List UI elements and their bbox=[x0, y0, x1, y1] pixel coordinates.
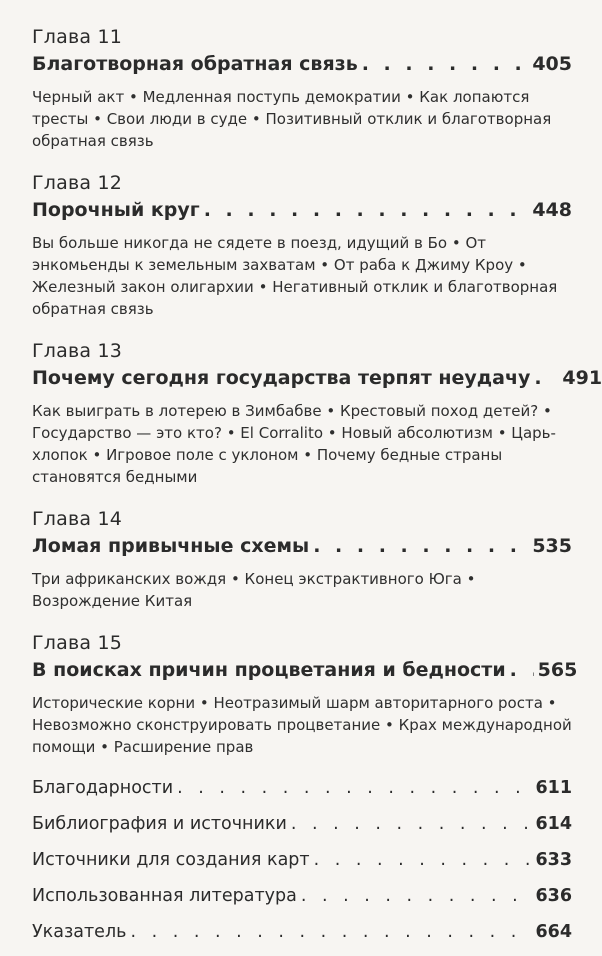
page-number: 614 bbox=[535, 814, 572, 834]
entry-title: Использованная литература bbox=[32, 886, 297, 906]
chapter-title: В поисках причин процветания и бедности bbox=[32, 659, 506, 681]
dot-leader bbox=[510, 656, 534, 684]
page-number: 565 bbox=[537, 659, 578, 681]
chapter-topics: Черный акт • Медленная поступь демократии • Как лопаются тресты • Свои люди в суде • Позитивный отклик и благотворная обратная связь bbox=[32, 88, 552, 150]
back-matter-list bbox=[32, 776, 572, 944]
page-number: 491 bbox=[562, 367, 602, 389]
entry-title: Библиография и источники bbox=[32, 814, 287, 834]
chapter-topics: Исторические корни • Неотразимый шарм авторитарного роста • Невозможно сконструировать процветание • Крах международной помощи • Расширение прав bbox=[32, 694, 572, 756]
chapter-label: Глава 11 bbox=[32, 26, 123, 48]
chapter-title-row[interactable] bbox=[32, 656, 578, 684]
dot-leader bbox=[314, 848, 532, 872]
entry-title: Источники для создания карт bbox=[32, 850, 310, 870]
dot-leader bbox=[291, 812, 532, 836]
chapter-13 bbox=[32, 338, 602, 488]
dot-leader bbox=[301, 884, 532, 908]
dot-leader bbox=[204, 196, 529, 224]
chapter-label: Глава 14 bbox=[32, 508, 123, 530]
chapter-label: Глава 13 bbox=[32, 340, 123, 362]
table-of-contents bbox=[32, 24, 602, 956]
dot-leader bbox=[362, 50, 529, 78]
entry-title: Благодарности bbox=[32, 778, 174, 798]
dot-leader bbox=[130, 920, 531, 944]
page-number: 633 bbox=[535, 850, 572, 870]
chapter-12 bbox=[32, 170, 572, 320]
page-number: 405 bbox=[532, 53, 572, 75]
toc-entry-map-sources[interactable] bbox=[32, 848, 572, 872]
toc-entry-index[interactable] bbox=[32, 920, 572, 944]
chapter-14 bbox=[32, 506, 572, 612]
toc-entry-bibliography[interactable] bbox=[32, 812, 572, 836]
chapter-title-row[interactable] bbox=[32, 532, 572, 560]
toc-entry-acknowledgements[interactable] bbox=[32, 776, 572, 800]
dot-leader bbox=[313, 532, 528, 560]
toc-entry-references[interactable] bbox=[32, 884, 572, 908]
chapter-15 bbox=[32, 630, 578, 758]
page-number: 664 bbox=[535, 922, 572, 942]
chapter-title: Почему сегодня государства терпят неудачу bbox=[32, 367, 531, 389]
dot-leader bbox=[534, 364, 558, 392]
dot-leader bbox=[177, 776, 531, 800]
page-number: 448 bbox=[532, 199, 572, 221]
chapter-title: Благотворная обратная связь bbox=[32, 53, 358, 75]
chapter-title-row[interactable] bbox=[32, 364, 602, 392]
chapter-title: Ломая привычные схемы bbox=[32, 535, 310, 557]
chapter-topics: Как выиграть в лотерею в Зимбабве • Крестовый поход детей? • Государство — это кто? • El Corralito • Новый абсолютизм • Царь-хлопок • Игровое поле с уклоном • Почему бедные страны становятся бедными bbox=[32, 402, 556, 486]
chapter-topics: Вы больше никогда не сядете в поезд, идущий в Бо • От энкомьенды к земельным захватам • От раба к Джиму Кроу • Железный закон олигархии • Негативный отклик и благотворная обратная связь bbox=[32, 234, 558, 318]
chapter-topics: Три африканских вождя • Конец экстрактивного Юга • Возрождение Китая bbox=[32, 570, 476, 610]
chapter-label: Глава 12 bbox=[32, 172, 123, 194]
page-number: 535 bbox=[532, 535, 572, 557]
chapter-title: Порочный круг bbox=[32, 199, 200, 221]
chapter-11 bbox=[32, 24, 572, 152]
entry-title: Указатель bbox=[32, 922, 127, 942]
chapter-title-row[interactable] bbox=[32, 50, 572, 78]
chapter-label: Глава 15 bbox=[32, 632, 123, 654]
chapter-title-row[interactable] bbox=[32, 196, 572, 224]
page-number: 636 bbox=[535, 886, 572, 906]
page-number: 611 bbox=[535, 778, 572, 798]
